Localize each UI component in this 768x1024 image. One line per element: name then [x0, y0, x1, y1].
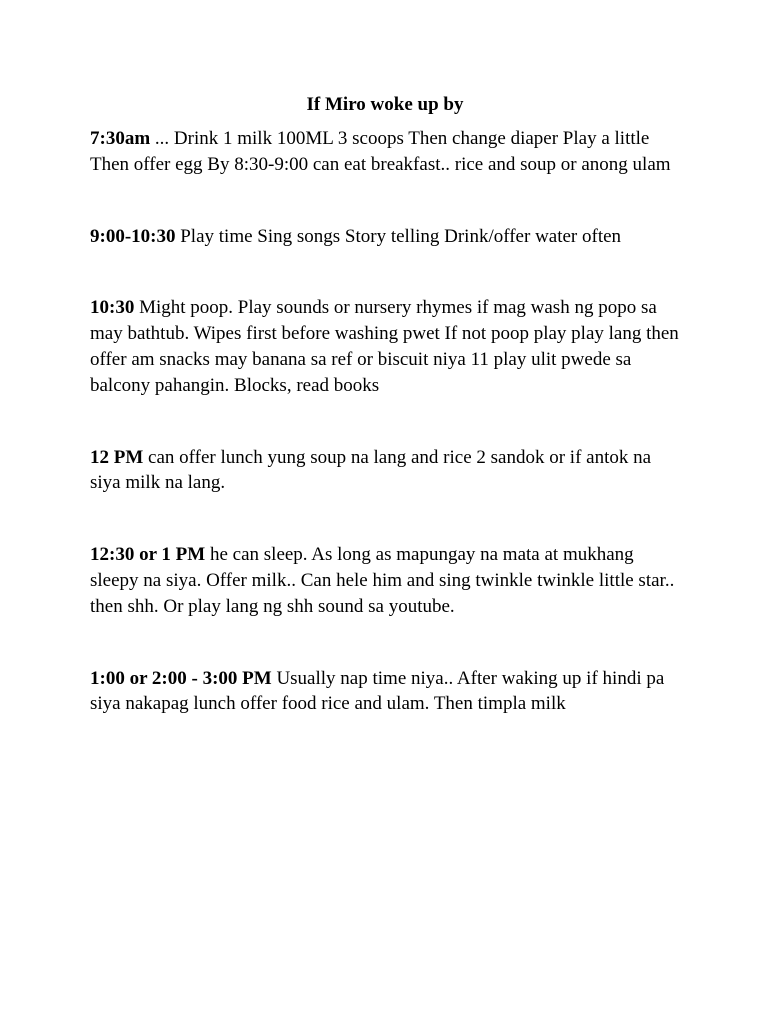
entry-text: ... Drink 1 milk 100ML 3 scoops Then change diaper Play a little Then offer egg By 8:30-9:00 can eat breakfast.. rice and soup or anong ulam: [90, 128, 671, 175]
entry-text: Usually nap time niya.. After waking up if hindi pa siya nakapag lunch offer food rice and ulam. Then timpla milk: [90, 667, 665, 715]
entry-time: 10:30: [90, 297, 135, 319]
schedule-entry-0100: [90, 666, 680, 718]
schedule-entry-0900: [90, 224, 680, 250]
entry-time: 1:00 or 2:00 - 3:00 PM: [90, 667, 272, 689]
entry-time: 7:30am: [90, 128, 151, 149]
schedule-entry-0730: [90, 126, 680, 178]
entry-time: 12 PM: [90, 446, 144, 468]
schedule-entry-1030: [90, 295, 680, 398]
entry-text: can offer lunch yung soup na lang and rice 2 sandok or if antok na siya milk na lang.: [90, 446, 652, 494]
entry-time: 9:00-10:30: [90, 225, 176, 247]
entry-text: Might poop. Play sounds or nursery rhymes if mag wash ng popo sa may bathtub. Wipes first before washing pwet If not poop play play lang then offer am snacks may banana sa ref or biscuit niya 11 play ulit pwede sa balcony pahangin. Blocks, read books: [90, 297, 679, 396]
entry-time: 12:30 or 1 PM: [90, 544, 206, 566]
entry-text: he can sleep. As long as mapungay na mata at mukhang sleepy na siya. Offer milk.. Can hele him and sing twinkle twinkle little star.. then shh. Or play lang ng shh sound sa youtube.: [90, 544, 675, 617]
entry-text: Play time Sing songs Story telling Drink/offer water often: [175, 225, 622, 247]
schedule-entry-1200: [90, 445, 680, 497]
schedule-entry-1230: [90, 542, 680, 619]
document-title: If Miro woke up by: [306, 94, 464, 115]
document-page: [90, 92, 680, 717]
